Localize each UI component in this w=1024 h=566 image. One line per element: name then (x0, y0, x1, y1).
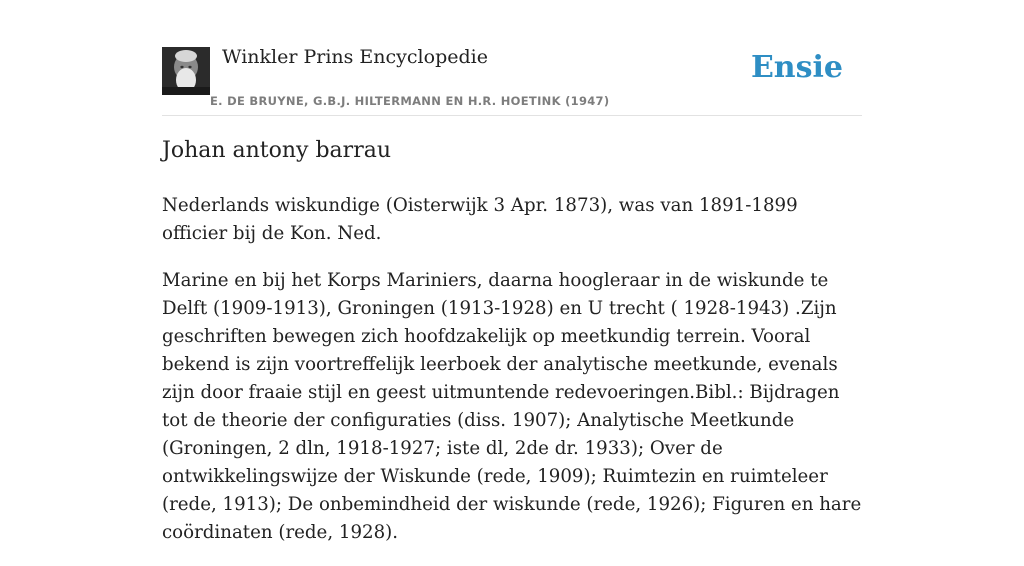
source-header (162, 44, 862, 116)
entry-paragraph: Nederlands wiskundige (Oisterwijk 3 Apr. 1873), was van 1891-1899 officier bij de Kon. Ned. (162, 195, 798, 244)
entry-body (162, 192, 862, 566)
page-container (162, 0, 862, 543)
portrait-image (162, 47, 210, 95)
entry-title: Johan antony barrau (162, 138, 391, 163)
header-divider (162, 115, 862, 116)
source-authors: E. DE BRUYNE, G.B.J. HILTERMANN EN H.R. HOETINK (1947) (210, 94, 610, 108)
ensie-logo[interactable]: Ensie (750, 50, 843, 85)
author-avatar[interactable] (162, 47, 210, 95)
source-title[interactable]: Winkler Prins Encyclopedie (222, 46, 488, 68)
entry-paragraph: Marine en bij het Korps Mariniers, daarna hoogleraar in de wiskunde te Delft (1909-1913), Groningen (1913-1928) en U trecht ( 1928-1943) .Zijn geschriften bewegen zich hoofdzakelijk op meetkundig terrein. Vooral bekend is zijn voortreffelijk leerboek der analytische meetkunde, evenals zijn door fraaie stijl en geest uitmuntende redevoeringen.Bibl.: Bijdragen tot de theorie der configuraties (diss. 1907); Analytische Meetkunde (Groningen, 2 dln, 1918-1927; iste dl, 2de dr. 1933); Over de ontwikkelingswijze der Wiskunde (rede, 1909); Ruimtezin en ruimteleer (rede, 1913); De onbemindheid der wiskunde (rede, 1926); Figuren en hare coördinaten (rede, 1928). (162, 270, 862, 543)
